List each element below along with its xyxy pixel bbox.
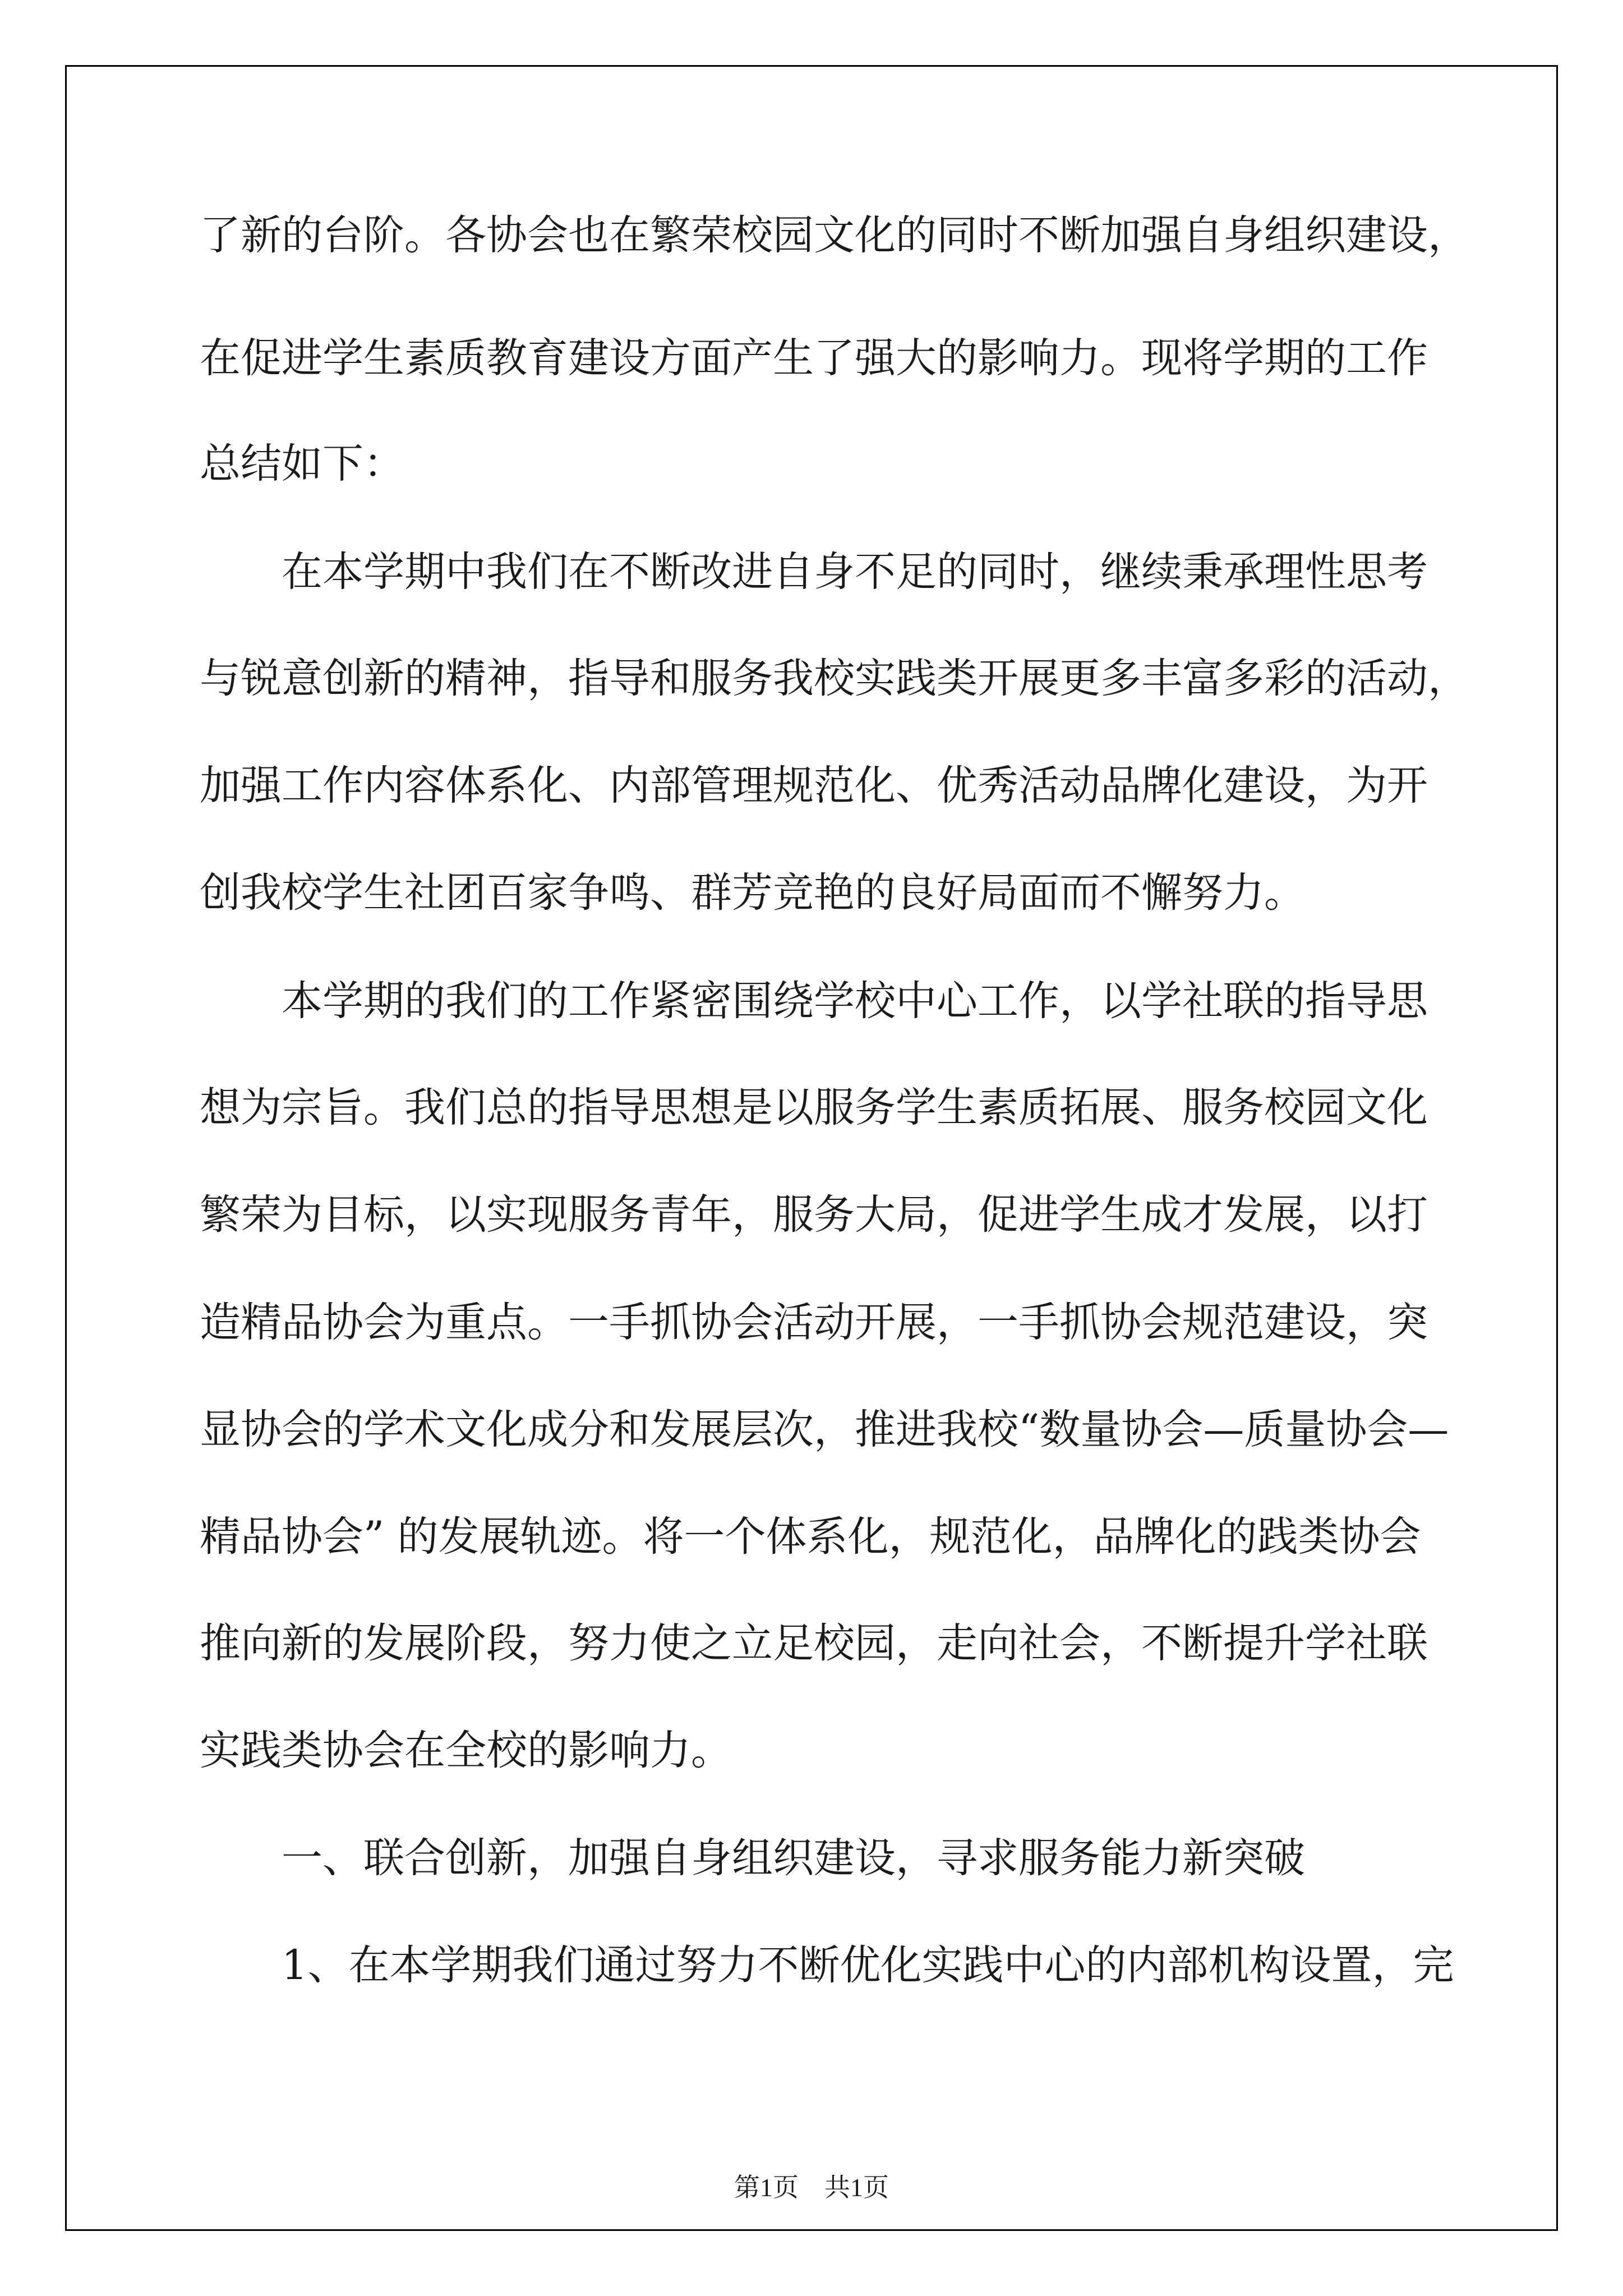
numbered-item-line: 1、在本学期我们通过努力不断优化实践中心的内部机构设置，完 <box>282 1941 1454 1989</box>
page-number-footer: 第1页 共1页 <box>734 2173 889 2202</box>
body-line: 了新的台阶。各协会也在繁荣校园文化的同时不断加强自身组织建设， <box>200 211 1469 259</box>
body-line: 推向新的发展阶段，努力使之立足校园，走向社会，不断提升学社联 <box>200 1619 1428 1667</box>
body-line: 加强工作内容体系化、内部管理规范化、优秀活动品牌化建设，为开 <box>200 762 1428 809</box>
paragraph-start-line: 本学期的我们的工作紧密围绕学校中心工作，以学社联的指导思 <box>282 977 1428 1025</box>
body-line: 与锐意创新的精神，指导和服务我校实践类开展更多丰富多彩的活动， <box>200 655 1469 702</box>
body-line: 总结如下： <box>200 440 404 487</box>
body-line: 想为宗旨。我们总的指导思想是以服务学生素质拓展、服务校园文化 <box>200 1084 1428 1131</box>
body-line: 实践类协会在全校的影响力。 <box>200 1727 732 1774</box>
section-heading: 一、联合创新，加强自身组织建设，寻求服务能力新突破 <box>282 1834 1305 1882</box>
body-line: 繁荣为目标，以实现服务青年，服务大局，促进学生成才发展，以打 <box>200 1191 1428 1239</box>
body-line: 创我校学生社团百家争鸣、群芳竞艳的良好局面而不懈努力。 <box>200 869 1305 917</box>
body-line: 造精品协会为重点。一手抓协会活动开展，一手抓协会规范建设，突 <box>200 1299 1428 1346</box>
page-border <box>65 65 1558 2231</box>
body-line: 精品协会” 的发展轨迹。将一个体系化，规范化，品牌化的践类协会 <box>200 1513 1421 1561</box>
body-line: 在促进学生素质教育建设方面产生了强大的影响力。现将学期的工作 <box>200 334 1428 382</box>
body-line: 显协会的学术文化成分和发展层次，推进我校“数量协会—质量协会— <box>200 1406 1449 1453</box>
paragraph-start-line: 在本学期中我们在不断改进自身不足的同时，继续秉承理性思考 <box>282 548 1428 596</box>
